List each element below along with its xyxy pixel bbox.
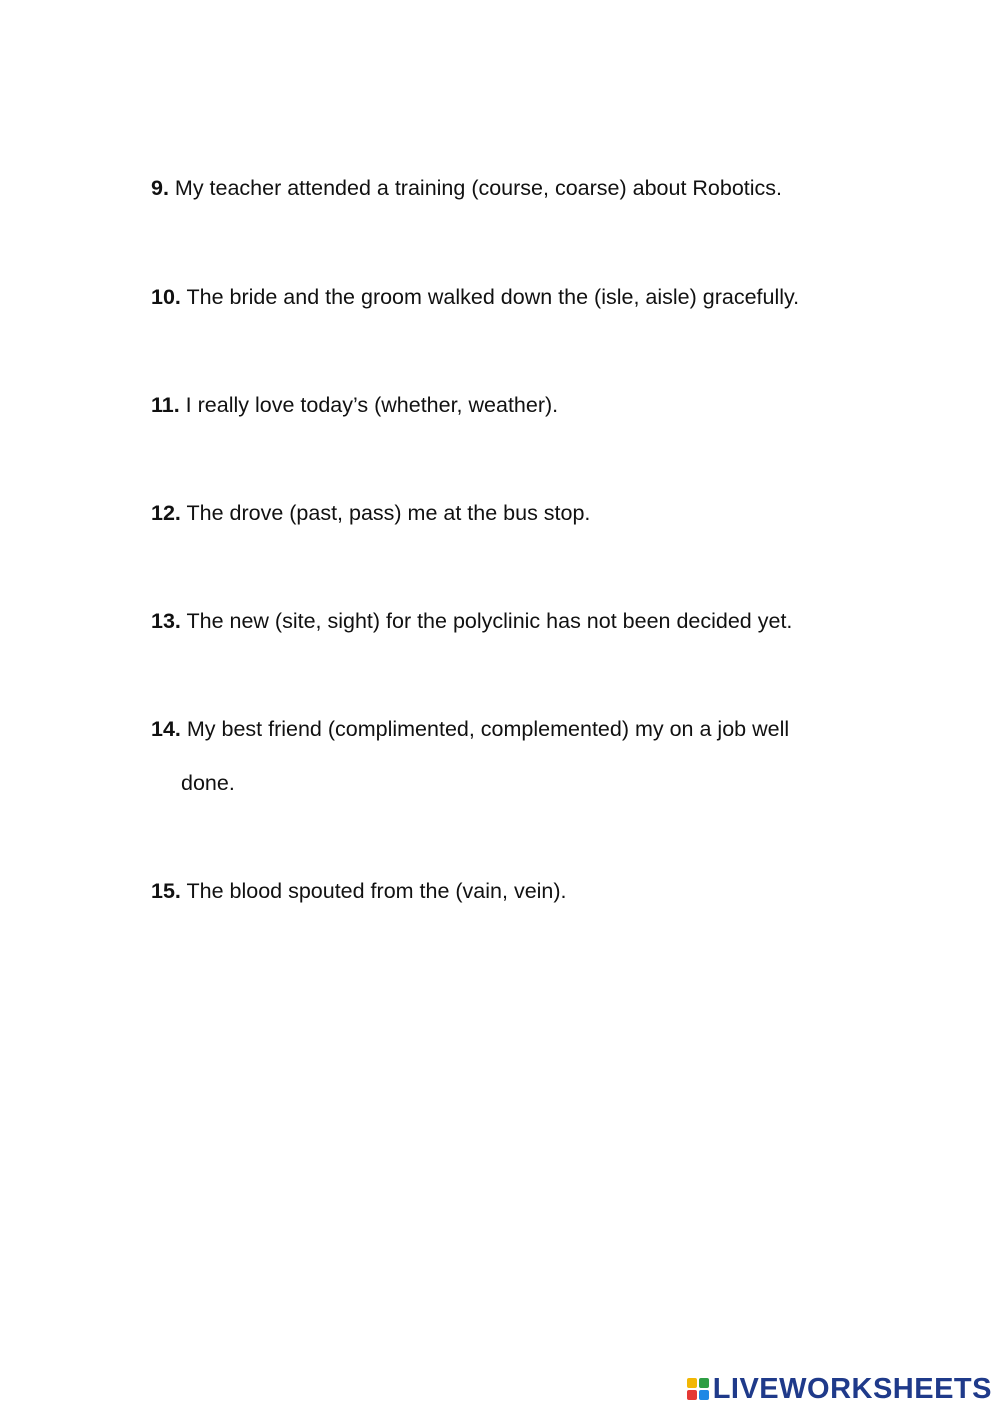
question-number: 12.: [151, 501, 181, 525]
logo-square-icon: [687, 1390, 697, 1400]
question-13: [151, 594, 871, 648]
question-text: The bride and the groom walked down the (isle, aisle) gracefully.: [180, 285, 800, 309]
liveworksheets-logo-icon: [687, 1378, 709, 1400]
question-text: My teacher attended a training (course, coarse) about Robotics.: [168, 176, 783, 200]
question-text: The new (site, sight) for the polyclinic has not been decided yet.: [180, 609, 793, 633]
question-text: I really love today’s (whether, weather).: [179, 393, 559, 417]
question-number: 15.: [151, 879, 181, 903]
question-15: [151, 864, 871, 918]
question-10: [151, 270, 871, 324]
question-text: The blood spouted from the (vain, vein).: [180, 879, 567, 903]
question-number: 10.: [151, 285, 181, 309]
question-text: My best friend (complimented, complemented) my on a job well: [180, 717, 790, 741]
question-11: [151, 378, 871, 432]
logo-square-icon: [699, 1378, 709, 1388]
question-9: [151, 161, 871, 215]
question-number: 13.: [151, 609, 181, 633]
question-number: 9.: [151, 176, 169, 200]
question-12: [151, 486, 871, 540]
question-number: 11.: [151, 393, 180, 417]
logo-square-icon: [687, 1378, 697, 1388]
question-number: 14.: [151, 717, 181, 741]
question-14: [151, 702, 871, 810]
liveworksheets-logo: [687, 1369, 992, 1409]
logo-text: LIVEWORKSHEETS: [712, 1372, 992, 1405]
logo-square-icon: [699, 1390, 709, 1400]
question-text-continuation: done.: [181, 771, 235, 795]
question-text: The drove (past, pass) me at the bus stop.: [180, 501, 591, 525]
